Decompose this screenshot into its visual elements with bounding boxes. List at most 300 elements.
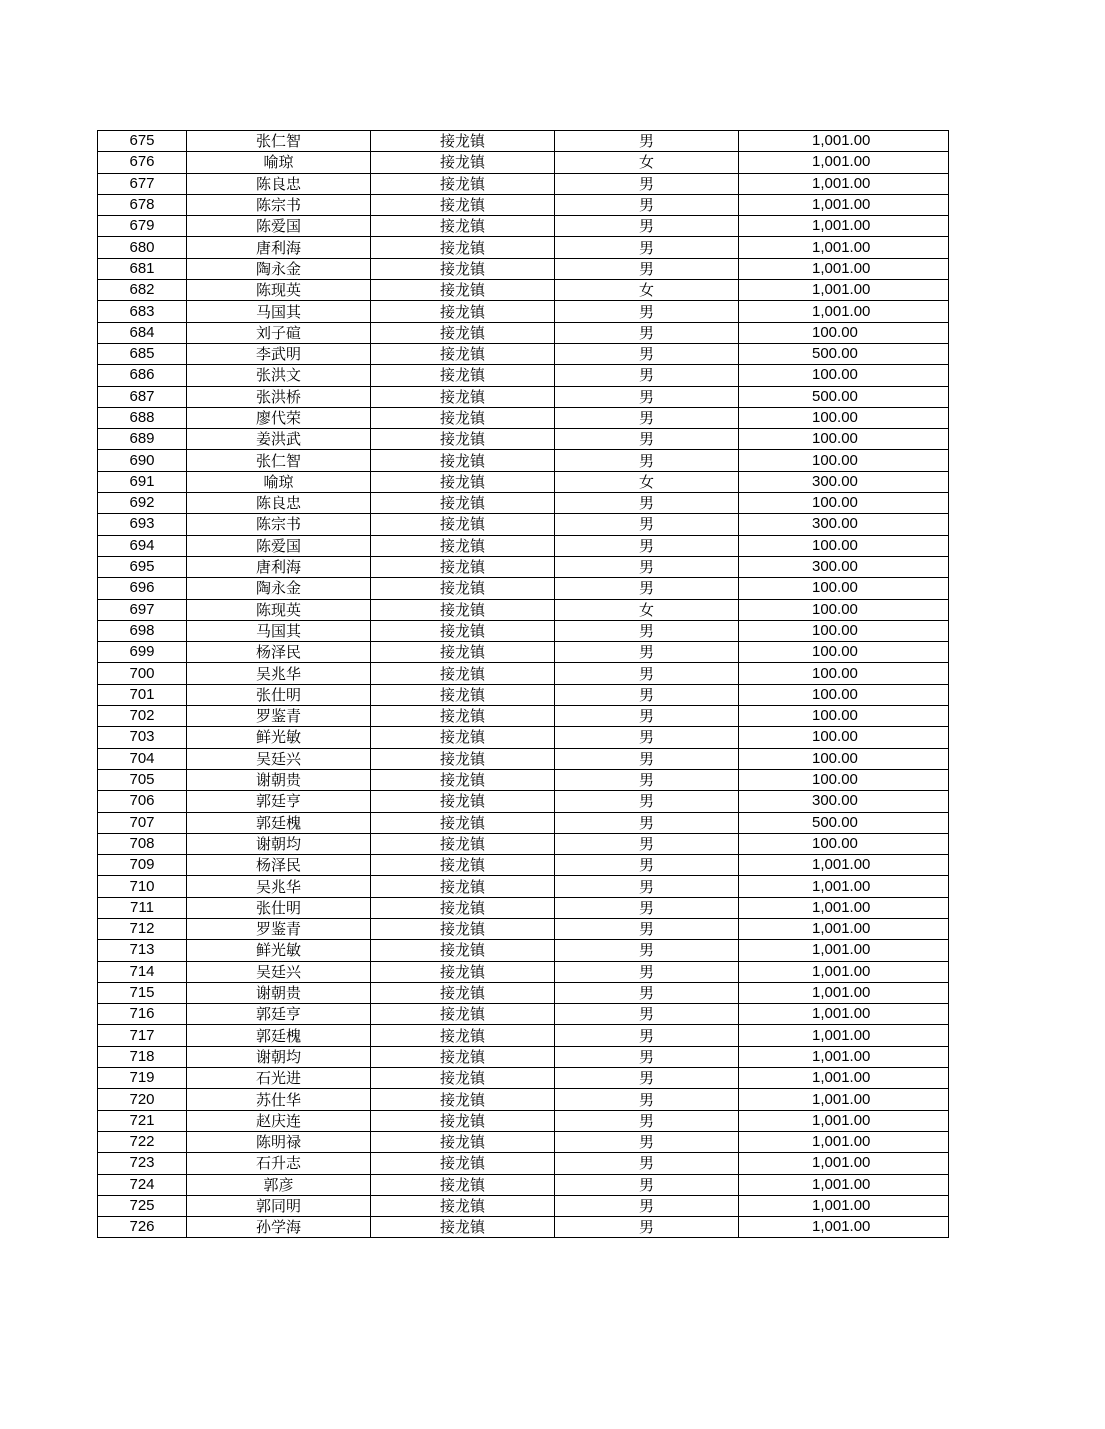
name-cell: 陈良忠 — [187, 173, 371, 194]
town-cell: 接龙镇 — [371, 1131, 555, 1152]
gender-cell: 男 — [555, 855, 739, 876]
table-row — [98, 1025, 949, 1046]
name-cell: 郭廷亨 — [187, 791, 371, 812]
name-cell: 郭彦 — [187, 1174, 371, 1195]
table-row — [98, 386, 949, 407]
name-cell: 张仁智 — [187, 450, 371, 471]
table-row — [98, 855, 949, 876]
name-cell: 喻琼 — [187, 471, 371, 492]
amount-cell: 100.00 — [739, 450, 949, 471]
gender-cell: 女 — [555, 471, 739, 492]
row-number-cell: 696 — [98, 578, 187, 599]
amount-cell: 1,001.00 — [739, 216, 949, 237]
table-row — [98, 280, 949, 301]
table-row — [98, 748, 949, 769]
table-row — [98, 237, 949, 258]
table-row — [98, 1174, 949, 1195]
amount-cell: 100.00 — [739, 642, 949, 663]
table-row — [98, 343, 949, 364]
name-cell: 赵庆连 — [187, 1110, 371, 1131]
row-number-cell: 690 — [98, 450, 187, 471]
name-cell: 陶永金 — [187, 578, 371, 599]
amount-cell: 1,001.00 — [739, 258, 949, 279]
name-cell: 石光进 — [187, 1068, 371, 1089]
name-cell: 杨泽民 — [187, 642, 371, 663]
table-row — [98, 493, 949, 514]
row-number-cell: 704 — [98, 748, 187, 769]
town-cell: 接龙镇 — [371, 365, 555, 386]
name-cell: 苏仕华 — [187, 1089, 371, 1110]
town-cell: 接龙镇 — [371, 1089, 555, 1110]
gender-cell: 男 — [555, 407, 739, 428]
town-cell: 接龙镇 — [371, 855, 555, 876]
amount-cell: 100.00 — [739, 727, 949, 748]
gender-cell: 男 — [555, 429, 739, 450]
town-cell: 接龙镇 — [371, 514, 555, 535]
name-cell: 吴廷兴 — [187, 961, 371, 982]
table-row — [98, 1195, 949, 1216]
gender-cell: 男 — [555, 897, 739, 918]
town-cell: 接龙镇 — [371, 322, 555, 343]
name-cell: 谢朝均 — [187, 833, 371, 854]
gender-cell: 男 — [555, 237, 739, 258]
table-row — [98, 556, 949, 577]
amount-cell: 100.00 — [739, 684, 949, 705]
name-cell: 罗鉴青 — [187, 918, 371, 939]
row-number-cell: 695 — [98, 556, 187, 577]
table-row — [98, 407, 949, 428]
amount-cell: 100.00 — [739, 493, 949, 514]
row-number-cell: 702 — [98, 706, 187, 727]
gender-cell: 男 — [555, 748, 739, 769]
data-table — [97, 130, 949, 1238]
table-row — [98, 450, 949, 471]
gender-cell: 男 — [555, 918, 739, 939]
name-cell: 陈明禄 — [187, 1131, 371, 1152]
amount-cell: 1,001.00 — [739, 1195, 949, 1216]
table-row — [98, 769, 949, 790]
amount-cell: 1,001.00 — [739, 961, 949, 982]
amount-cell: 1,001.00 — [739, 1004, 949, 1025]
row-number-cell: 708 — [98, 833, 187, 854]
row-number-cell: 703 — [98, 727, 187, 748]
table-row — [98, 152, 949, 173]
amount-cell: 100.00 — [739, 599, 949, 620]
table-row — [98, 471, 949, 492]
town-cell: 接龙镇 — [371, 769, 555, 790]
town-cell: 接龙镇 — [371, 280, 555, 301]
row-number-cell: 691 — [98, 471, 187, 492]
amount-cell: 100.00 — [739, 365, 949, 386]
town-cell: 接龙镇 — [371, 237, 555, 258]
table-row — [98, 620, 949, 641]
table-row — [98, 791, 949, 812]
name-cell: 吴兆华 — [187, 663, 371, 684]
table-row — [98, 258, 949, 279]
town-cell: 接龙镇 — [371, 343, 555, 364]
town-cell: 接龙镇 — [371, 194, 555, 215]
amount-cell: 1,001.00 — [739, 918, 949, 939]
gender-cell: 男 — [555, 535, 739, 556]
town-cell: 接龙镇 — [371, 642, 555, 663]
table-row — [98, 706, 949, 727]
name-cell: 陈爱国 — [187, 216, 371, 237]
town-cell: 接龙镇 — [371, 429, 555, 450]
town-cell: 接龙镇 — [371, 216, 555, 237]
table-row — [98, 1110, 949, 1131]
gender-cell: 男 — [555, 301, 739, 322]
gender-cell: 男 — [555, 1046, 739, 1067]
row-number-cell: 679 — [98, 216, 187, 237]
gender-cell: 男 — [555, 620, 739, 641]
town-cell: 接龙镇 — [371, 1110, 555, 1131]
table-row — [98, 322, 949, 343]
row-number-cell: 683 — [98, 301, 187, 322]
town-cell: 接龙镇 — [371, 663, 555, 684]
amount-cell: 500.00 — [739, 386, 949, 407]
table-body — [98, 131, 949, 1238]
row-number-cell: 686 — [98, 365, 187, 386]
gender-cell: 女 — [555, 152, 739, 173]
table-row — [98, 599, 949, 620]
town-cell: 接龙镇 — [371, 599, 555, 620]
table-row — [98, 982, 949, 1003]
table-row — [98, 663, 949, 684]
amount-cell: 300.00 — [739, 514, 949, 535]
gender-cell: 男 — [555, 1153, 739, 1174]
table-row — [98, 918, 949, 939]
town-cell: 接龙镇 — [371, 748, 555, 769]
name-cell: 张仁智 — [187, 131, 371, 152]
amount-cell: 100.00 — [739, 578, 949, 599]
town-cell: 接龙镇 — [371, 1217, 555, 1238]
amount-cell: 100.00 — [739, 407, 949, 428]
row-number-cell: 717 — [98, 1025, 187, 1046]
table-row — [98, 301, 949, 322]
gender-cell: 男 — [555, 1025, 739, 1046]
name-cell: 马国其 — [187, 620, 371, 641]
name-cell: 郭廷槐 — [187, 812, 371, 833]
table-row — [98, 429, 949, 450]
row-number-cell: 675 — [98, 131, 187, 152]
name-cell: 张洪文 — [187, 365, 371, 386]
amount-cell: 100.00 — [739, 706, 949, 727]
row-number-cell: 693 — [98, 514, 187, 535]
gender-cell: 男 — [555, 876, 739, 897]
town-cell: 接龙镇 — [371, 258, 555, 279]
table-row — [98, 535, 949, 556]
gender-cell: 男 — [555, 1089, 739, 1110]
town-cell: 接龙镇 — [371, 556, 555, 577]
amount-cell: 100.00 — [739, 769, 949, 790]
row-number-cell: 713 — [98, 940, 187, 961]
town-cell: 接龙镇 — [371, 535, 555, 556]
table-row — [98, 1068, 949, 1089]
row-number-cell: 680 — [98, 237, 187, 258]
name-cell: 陈现英 — [187, 599, 371, 620]
gender-cell: 男 — [555, 1004, 739, 1025]
gender-cell: 男 — [555, 812, 739, 833]
name-cell: 谢朝均 — [187, 1046, 371, 1067]
amount-cell: 1,001.00 — [739, 1174, 949, 1195]
name-cell: 郭同明 — [187, 1195, 371, 1216]
gender-cell: 男 — [555, 727, 739, 748]
row-number-cell: 699 — [98, 642, 187, 663]
town-cell: 接龙镇 — [371, 301, 555, 322]
amount-cell: 1,001.00 — [739, 1153, 949, 1174]
town-cell: 接龙镇 — [371, 1195, 555, 1216]
town-cell: 接龙镇 — [371, 791, 555, 812]
town-cell: 接龙镇 — [371, 1068, 555, 1089]
name-cell: 陈现英 — [187, 280, 371, 301]
name-cell: 喻琼 — [187, 152, 371, 173]
name-cell: 罗鉴青 — [187, 706, 371, 727]
row-number-cell: 706 — [98, 791, 187, 812]
amount-cell: 1,001.00 — [739, 301, 949, 322]
amount-cell: 1,001.00 — [739, 897, 949, 918]
table-row — [98, 578, 949, 599]
row-number-cell: 705 — [98, 769, 187, 790]
name-cell: 郭廷槐 — [187, 1025, 371, 1046]
table-row — [98, 365, 949, 386]
table-row — [98, 173, 949, 194]
row-number-cell: 725 — [98, 1195, 187, 1216]
amount-cell: 1,001.00 — [739, 237, 949, 258]
town-cell: 接龙镇 — [371, 493, 555, 514]
town-cell: 接龙镇 — [371, 131, 555, 152]
gender-cell: 男 — [555, 769, 739, 790]
gender-cell: 男 — [555, 1174, 739, 1195]
gender-cell: 男 — [555, 578, 739, 599]
town-cell: 接龙镇 — [371, 706, 555, 727]
gender-cell: 男 — [555, 833, 739, 854]
town-cell: 接龙镇 — [371, 876, 555, 897]
table-row — [98, 727, 949, 748]
town-cell: 接龙镇 — [371, 578, 555, 599]
row-number-cell: 718 — [98, 1046, 187, 1067]
table-row — [98, 216, 949, 237]
town-cell: 接龙镇 — [371, 1174, 555, 1195]
row-number-cell: 698 — [98, 620, 187, 641]
town-cell: 接龙镇 — [371, 918, 555, 939]
gender-cell: 男 — [555, 982, 739, 1003]
row-number-cell: 697 — [98, 599, 187, 620]
row-number-cell: 689 — [98, 429, 187, 450]
table-row — [98, 194, 949, 215]
table-row — [98, 876, 949, 897]
name-cell: 石升志 — [187, 1153, 371, 1174]
table-row — [98, 961, 949, 982]
name-cell: 张洪桥 — [187, 386, 371, 407]
gender-cell: 男 — [555, 386, 739, 407]
name-cell: 刘子碹 — [187, 322, 371, 343]
gender-cell: 男 — [555, 450, 739, 471]
town-cell: 接龙镇 — [371, 386, 555, 407]
amount-cell: 300.00 — [739, 471, 949, 492]
row-number-cell: 707 — [98, 812, 187, 833]
gender-cell: 男 — [555, 663, 739, 684]
name-cell: 陈宗书 — [187, 194, 371, 215]
name-cell: 谢朝贵 — [187, 982, 371, 1003]
name-cell: 鲜光敏 — [187, 940, 371, 961]
row-number-cell: 678 — [98, 194, 187, 215]
name-cell: 张仕明 — [187, 684, 371, 705]
gender-cell: 男 — [555, 1195, 739, 1216]
row-number-cell: 721 — [98, 1110, 187, 1131]
name-cell: 陈良忠 — [187, 493, 371, 514]
town-cell: 接龙镇 — [371, 897, 555, 918]
amount-cell: 1,001.00 — [739, 194, 949, 215]
name-cell: 姜洪武 — [187, 429, 371, 450]
table-row — [98, 1153, 949, 1174]
table-row — [98, 642, 949, 663]
row-number-cell: 723 — [98, 1153, 187, 1174]
row-number-cell: 682 — [98, 280, 187, 301]
gender-cell: 男 — [555, 365, 739, 386]
row-number-cell: 719 — [98, 1068, 187, 1089]
row-number-cell: 681 — [98, 258, 187, 279]
table-row — [98, 684, 949, 705]
amount-cell: 1,001.00 — [739, 1046, 949, 1067]
town-cell: 接龙镇 — [371, 1153, 555, 1174]
row-number-cell: 722 — [98, 1131, 187, 1152]
gender-cell: 男 — [555, 1217, 739, 1238]
amount-cell: 1,001.00 — [739, 1110, 949, 1131]
gender-cell: 男 — [555, 940, 739, 961]
row-number-cell: 715 — [98, 982, 187, 1003]
row-number-cell: 712 — [98, 918, 187, 939]
amount-cell: 100.00 — [739, 620, 949, 641]
row-number-cell: 694 — [98, 535, 187, 556]
gender-cell: 男 — [555, 1131, 739, 1152]
name-cell: 孙学海 — [187, 1217, 371, 1238]
gender-cell: 男 — [555, 514, 739, 535]
row-number-cell: 711 — [98, 897, 187, 918]
gender-cell: 男 — [555, 556, 739, 577]
amount-cell: 1,001.00 — [739, 1025, 949, 1046]
gender-cell: 男 — [555, 1068, 739, 1089]
row-number-cell: 692 — [98, 493, 187, 514]
name-cell: 郭廷亨 — [187, 1004, 371, 1025]
town-cell: 接龙镇 — [371, 812, 555, 833]
town-cell: 接龙镇 — [371, 152, 555, 173]
amount-cell: 300.00 — [739, 791, 949, 812]
table-row — [98, 514, 949, 535]
amount-cell: 1,001.00 — [739, 876, 949, 897]
amount-cell: 1,001.00 — [739, 1068, 949, 1089]
name-cell: 李武明 — [187, 343, 371, 364]
town-cell: 接龙镇 — [371, 1004, 555, 1025]
name-cell: 陈爱国 — [187, 535, 371, 556]
amount-cell: 1,001.00 — [739, 1089, 949, 1110]
table-row — [98, 833, 949, 854]
amount-cell: 1,001.00 — [739, 173, 949, 194]
gender-cell: 男 — [555, 642, 739, 663]
row-number-cell: 716 — [98, 1004, 187, 1025]
name-cell: 唐利海 — [187, 237, 371, 258]
row-number-cell: 677 — [98, 173, 187, 194]
amount-cell: 1,001.00 — [739, 855, 949, 876]
amount-cell: 1,001.00 — [739, 982, 949, 1003]
gender-cell: 男 — [555, 706, 739, 727]
town-cell: 接龙镇 — [371, 833, 555, 854]
town-cell: 接龙镇 — [371, 1025, 555, 1046]
amount-cell: 300.00 — [739, 556, 949, 577]
town-cell: 接龙镇 — [371, 961, 555, 982]
table-row — [98, 1004, 949, 1025]
town-cell: 接龙镇 — [371, 450, 555, 471]
gender-cell: 男 — [555, 961, 739, 982]
row-number-cell: 685 — [98, 343, 187, 364]
amount-cell: 1,001.00 — [739, 1131, 949, 1152]
row-number-cell: 688 — [98, 407, 187, 428]
table-row — [98, 1046, 949, 1067]
name-cell: 陈宗书 — [187, 514, 371, 535]
row-number-cell: 724 — [98, 1174, 187, 1195]
amount-cell: 1,001.00 — [739, 1217, 949, 1238]
table-row — [98, 1217, 949, 1238]
amount-cell: 1,001.00 — [739, 280, 949, 301]
name-cell: 马国其 — [187, 301, 371, 322]
town-cell: 接龙镇 — [371, 471, 555, 492]
name-cell: 吴兆华 — [187, 876, 371, 897]
name-cell: 陶永金 — [187, 258, 371, 279]
gender-cell: 男 — [555, 258, 739, 279]
name-cell: 张仕明 — [187, 897, 371, 918]
gender-cell: 女 — [555, 599, 739, 620]
row-number-cell: 684 — [98, 322, 187, 343]
row-number-cell: 700 — [98, 663, 187, 684]
town-cell: 接龙镇 — [371, 982, 555, 1003]
gender-cell: 男 — [555, 493, 739, 514]
name-cell: 廖代荣 — [187, 407, 371, 428]
amount-cell: 100.00 — [739, 535, 949, 556]
amount-cell: 1,001.00 — [739, 152, 949, 173]
row-number-cell: 676 — [98, 152, 187, 173]
gender-cell: 男 — [555, 194, 739, 215]
row-number-cell: 714 — [98, 961, 187, 982]
row-number-cell: 701 — [98, 684, 187, 705]
amount-cell: 100.00 — [739, 429, 949, 450]
table-row — [98, 1131, 949, 1152]
town-cell: 接龙镇 — [371, 407, 555, 428]
amount-cell: 500.00 — [739, 812, 949, 833]
amount-cell: 100.00 — [739, 663, 949, 684]
amount-cell: 100.00 — [739, 833, 949, 854]
table-row — [98, 131, 949, 152]
town-cell: 接龙镇 — [371, 620, 555, 641]
gender-cell: 男 — [555, 791, 739, 812]
name-cell: 吴廷兴 — [187, 748, 371, 769]
row-number-cell: 726 — [98, 1217, 187, 1238]
gender-cell: 男 — [555, 322, 739, 343]
amount-cell: 500.00 — [739, 343, 949, 364]
town-cell: 接龙镇 — [371, 173, 555, 194]
amount-cell: 1,001.00 — [739, 131, 949, 152]
town-cell: 接龙镇 — [371, 727, 555, 748]
row-number-cell: 709 — [98, 855, 187, 876]
table-row — [98, 940, 949, 961]
gender-cell: 男 — [555, 684, 739, 705]
town-cell: 接龙镇 — [371, 940, 555, 961]
amount-cell: 1,001.00 — [739, 940, 949, 961]
name-cell: 谢朝贵 — [187, 769, 371, 790]
table-row — [98, 812, 949, 833]
row-number-cell: 710 — [98, 876, 187, 897]
amount-cell: 100.00 — [739, 748, 949, 769]
table-row — [98, 897, 949, 918]
table-row — [98, 1089, 949, 1110]
